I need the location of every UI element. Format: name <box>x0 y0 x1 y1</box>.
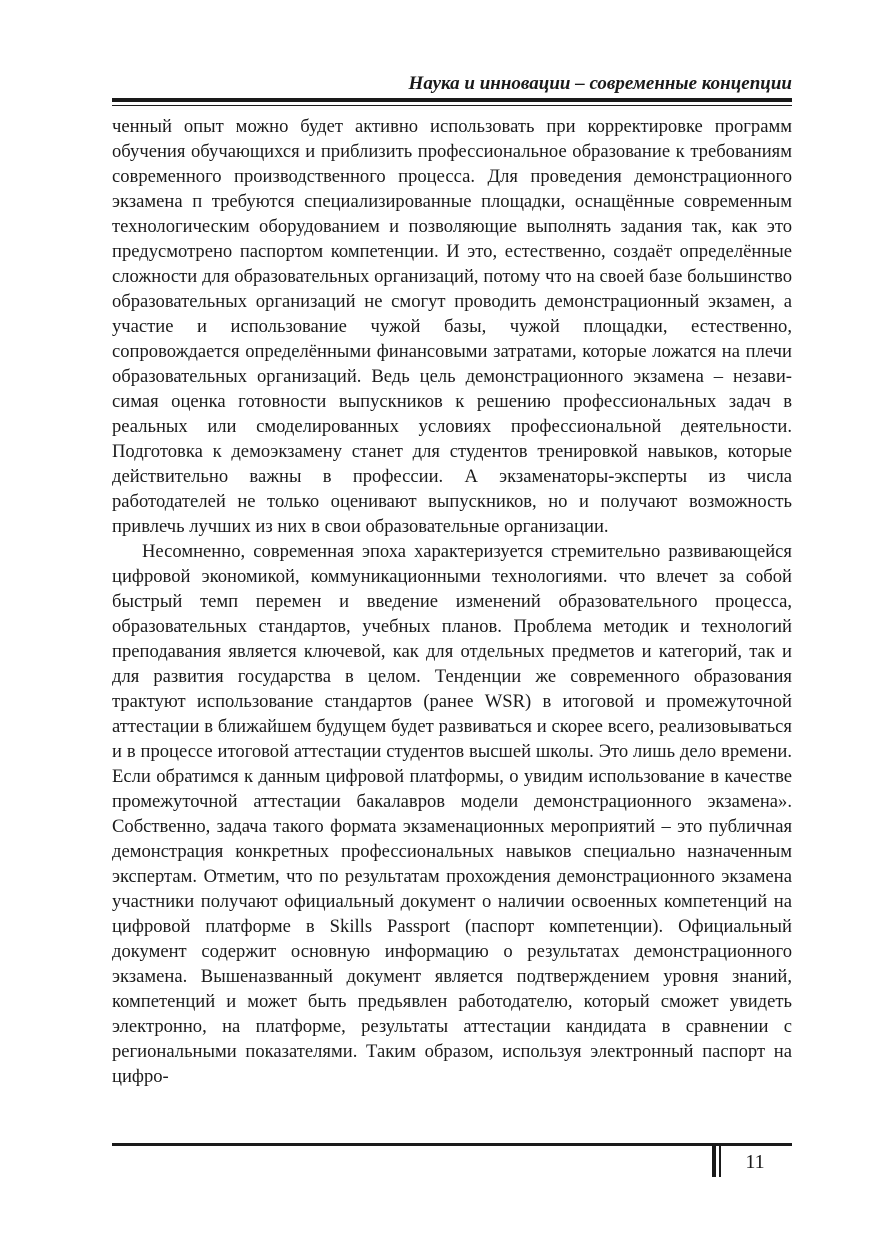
paragraph-1: ченный опыт можно будет активно использовать при корректировке программ обучения обучающихся и приблизить профессиональное образование к требованиям современного производственного процесса. Для проведения демонстрационного экзамена п требуются специализированные площадки, оснащённые современным технологическим оборудованием и позволяющие выполнять задания так, как это предусмотрено паспортом компетенции. И это, естественно, создаёт определённые сложности для образовательных организаций, потому что на своей базе большинство образовательных организаций не смогут проводить демонстрационный экзамен, а участие и использование чужой базы, чужой площадки, естественно, сопровождается определёнными финансовыми затратами, которые ложатся на плечи образовательных организаций. Ведь цель демонстрационного экзамена – независимая оценка готовности выпускников к решению профессиональных задач в реальных или смоделированных условиях профессиональной деятельности. Подготовка к демоэкзамену станет для студентов тренировкой навыков, которые действительно важны в профессии. А экзаменаторы-эксперты из числа работодателей не только оценивают выпускников, но и получают возможность привлечь лучших из них в свои образовательные организации. <box>112 116 792 537</box>
page-number: 11 <box>745 1151 765 1173</box>
body-text <box>112 114 792 1089</box>
footer-rule <box>112 1143 792 1146</box>
header-rule-thick <box>112 98 792 102</box>
running-header-title: Наука и инновации – современные концепции <box>408 73 792 94</box>
footer-vertical-bar-thin <box>719 1143 721 1177</box>
paragraph-2: Несомненно, современная эпоха характеризуется стремительно развивающейся цифровой экономикой, коммуникационными технологиями. что влечет за собой быстрый темп перемен и введение изменений образовательного процесса, образовательных стандартов, учебных планов. Проблема методик и технологий преподавания является ключевой, как для отдельных предметов и категорий, так и для развития государства в целом. Тенденции же современного образования трактуют использование стандартов (ранее WSR) в итоговой и промежуточной аттестации в ближайшем будущем будет развиваться и скорее всего, реализовываться и в процессе итоговой аттестации студентов высшей школы. Это лишь дело времени. Если обратимся к данным цифровой платформы, о увидим использование в качестве промежуточной аттестации бакалавров модели демонстрационного экзамена». Собственно, задача такого формата экзаменационных мероприятий – это публичная демонстрация конкретных профессиональных навыков специально назначенным экспертам. Отметим, что по результатам прохождения демонстрационного экзамена участники получают официальный документ о наличии освоенных компетенций на цифровой платформе в Skills Passport (паспорт компетенции). Официальный документ содержит основную информацию о результатах демонстрационного экзамена. Вышеназванный документ является подтверждением уровня знаний, компетенций и может быть предьявлен работодателю, который сможет увидеть электронно, на платформе, результаты аттестации кандидата в сравнении с региональными показателями. Таким образом, используя электронный паспорт на цифро- <box>112 541 792 1087</box>
footer-vertical-bar-thick <box>712 1143 716 1177</box>
header-rule-thin <box>112 105 792 106</box>
